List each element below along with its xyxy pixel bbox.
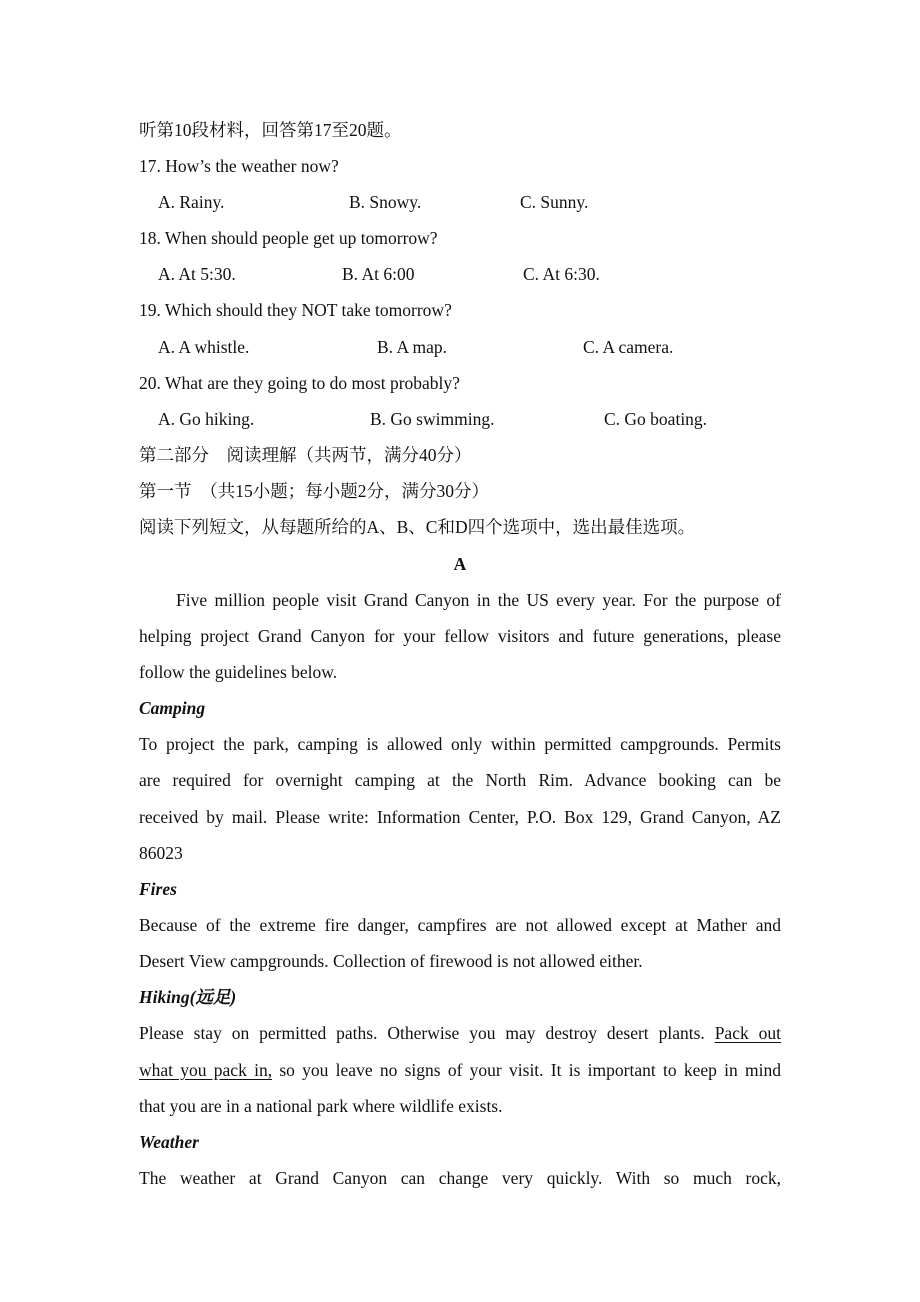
- hiking-line-1-text: Please stay on permitted paths. Otherwise you may destroy desert plants.: [139, 1023, 715, 1043]
- passage-label: A: [453, 554, 467, 574]
- camping-heading: Camping: [139, 698, 206, 718]
- passage-intro-line-1: Five million people visit Grand Canyon in the US every year. For the purpose of: [176, 590, 781, 610]
- question-18: 18. When should people get up tomorrow?: [139, 228, 438, 248]
- fires-line-1: Because of the extreme fire danger, campfires are not allowed except at Mather and: [139, 915, 781, 935]
- q18-option-a: A. At 5:30.: [158, 264, 236, 284]
- q20-option-a: A. Go hiking.: [158, 409, 255, 429]
- reading-instructions: 阅读下列短文，从每题所给的A、B、C和D四个选项中，选出最佳选项。: [139, 517, 696, 537]
- hiking-line-3: that you are in a national park where wildlife exists.: [139, 1096, 503, 1116]
- q19-option-b: B. A map.: [377, 337, 448, 357]
- fires-heading: Fires: [139, 879, 177, 899]
- hiking-line-2-text: so you leave no signs of your visit. It is important to keep in mind: [272, 1060, 781, 1080]
- reading-section-title: 第一节 （共15小题；每小题2分，满分30分）: [139, 481, 489, 501]
- hiking-heading: Hiking(远足): [139, 987, 237, 1007]
- weather-line-1: The weather at Grand Canyon can change very quickly. With so much rock,: [139, 1168, 781, 1188]
- reading-part-title: 第二部分 阅读理解（共两节，满分40分）: [139, 445, 472, 465]
- q19-option-a: A. A whistle.: [158, 337, 250, 357]
- camping-line-3: received by mail. Please write: Information Center, P.O. Box 129, Grand Canyon, AZ: [139, 807, 781, 827]
- hiking-underlined-phrase-part-1: Pack out: [714, 1023, 781, 1043]
- question-17: 17. How’s the weather now?: [139, 156, 339, 176]
- q17-option-c: C. Sunny.: [520, 192, 589, 212]
- q17-option-b: B. Snowy.: [349, 192, 422, 212]
- q18-option-c: C. At 6:30.: [523, 264, 600, 284]
- q17-option-a: A. Rainy.: [158, 192, 225, 212]
- hiking-line-1: [139, 1022, 781, 1044]
- hiking-line-2: [139, 1059, 781, 1081]
- camping-line-4: 86023: [139, 843, 183, 863]
- passage-intro-line-3: follow the guidelines below.: [139, 662, 338, 682]
- q20-option-b: B. Go swimming.: [370, 409, 495, 429]
- camping-line-1: To project the park, camping is allowed only within permitted campgrounds. Permits: [139, 734, 781, 754]
- listening-section-intro: 听第10段材料，回答第17至20题。: [139, 120, 402, 140]
- question-19: 19. Which should they NOT take tomorrow?: [139, 300, 452, 320]
- passage-intro-line-2: helping project Grand Canyon for your fellow visitors and future generations, please: [139, 626, 781, 646]
- fires-line-2: Desert View campgrounds. Collection of firewood is not allowed either.: [139, 951, 643, 971]
- q19-option-c: C. A camera.: [583, 337, 674, 357]
- question-20: 20. What are they going to do most probably?: [139, 373, 460, 393]
- q18-option-b: B. At 6:00: [342, 264, 415, 284]
- hiking-underlined-phrase-part-2: what you pack in,: [139, 1060, 273, 1080]
- q20-option-c: C. Go boating.: [604, 409, 708, 429]
- camping-line-2: are required for overnight camping at the North Rim. Advance booking can be: [139, 770, 781, 790]
- weather-heading: Weather: [139, 1132, 199, 1152]
